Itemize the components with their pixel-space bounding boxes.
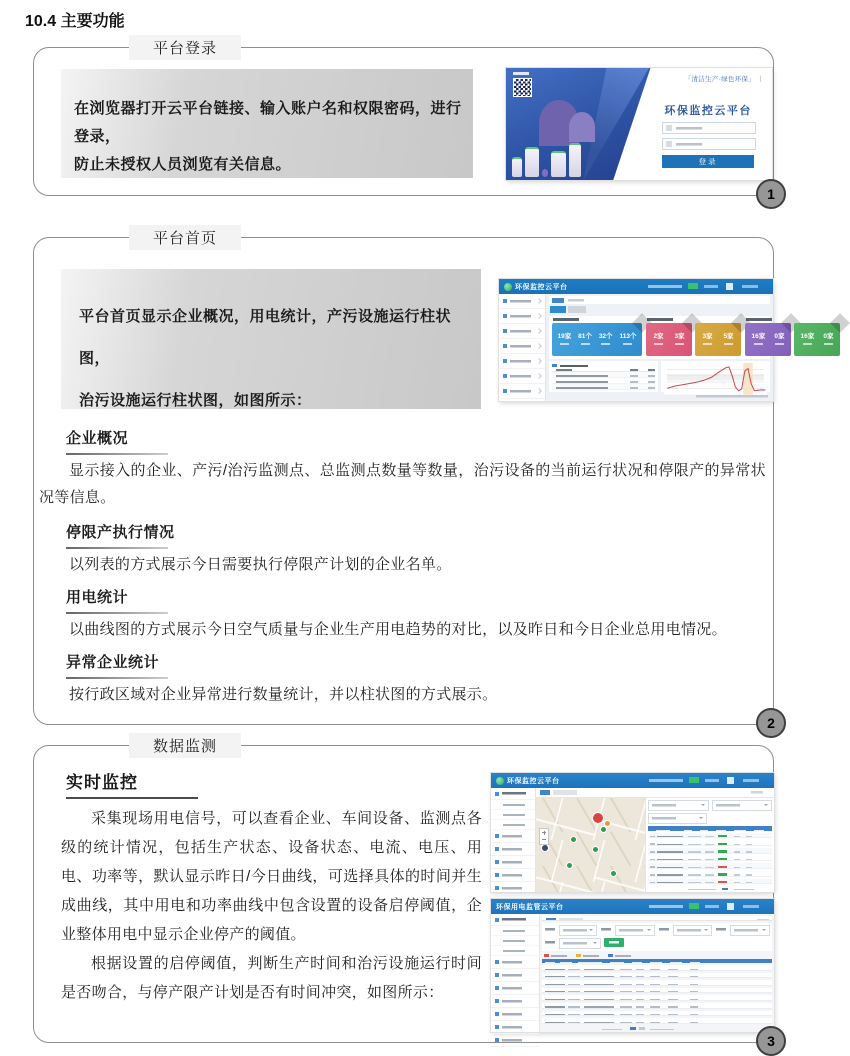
- dashboard-body: [499, 294, 834, 401]
- factory-cylinder: [551, 151, 566, 177]
- filter-label: [715, 925, 727, 934]
- data-table-row[interactable]: [542, 965, 772, 971]
- hero-logo: [513, 72, 529, 75]
- filter-label: [658, 925, 670, 934]
- enterprise-table-row[interactable]: [648, 871, 772, 877]
- stat-value: 3家: [674, 334, 684, 345]
- stat-value: 5家: [723, 334, 733, 345]
- home-description-line1: 平台首页显示企业概况，用电统计，产污设施运行柱状图，: [79, 308, 452, 367]
- limit-stop-stat-card[interactable]: [646, 323, 692, 356]
- stat-value: 3家: [702, 334, 712, 345]
- section-data-monitoring: [33, 738, 775, 1049]
- sidebar-menu-item[interactable]: [499, 369, 545, 384]
- sidebar-menu-item[interactable]: [491, 856, 535, 869]
- page-title: 10.4 主要功能: [25, 13, 125, 30]
- subheading-enterprise-overview: 企业概况: [66, 427, 168, 455]
- table-sidebar: [491, 914, 540, 1032]
- dashboard-main: [546, 294, 834, 401]
- query-button[interactable]: [604, 938, 624, 947]
- query-filter-panel: [542, 923, 772, 951]
- paragraph-enterprise-overview: 显示接入的企业、产污/治污监测点、总监测点数量等数量，治污设备的当前运行状况和停限产的异常状况等信息。: [39, 462, 766, 506]
- map-monitoring-screenshot: [491, 773, 774, 892]
- data-table-row[interactable]: [542, 973, 772, 979]
- map-marker-green[interactable]: [610, 870, 617, 877]
- filter-input[interactable]: [559, 938, 601, 949]
- login-tagline: 「清洁生产·绿色环保」 ｜: [684, 76, 764, 83]
- map-marker-dark[interactable]: [541, 844, 549, 852]
- enterprise-table-row[interactable]: [648, 833, 772, 839]
- sidebar-group-header[interactable]: [491, 788, 535, 800]
- subheading-power-statistics: 用电统计: [66, 586, 168, 614]
- step-badge-2: 2: [756, 708, 786, 738]
- sidebar-sub-item[interactable]: [491, 936, 539, 946]
- region-map[interactable]: [536, 798, 645, 892]
- section-label-home: 平台首页: [129, 225, 241, 250]
- section-label-monitoring: 数据监测: [129, 733, 241, 758]
- factory-cylinder: [512, 157, 522, 177]
- data-table-row[interactable]: [542, 995, 772, 1001]
- factory-cooling-tower: [569, 143, 581, 177]
- date-input[interactable]: [559, 925, 597, 936]
- stat-value: 0家: [823, 334, 833, 345]
- map-marker-red-cluster[interactable]: [592, 812, 604, 824]
- sidebar-menu-item[interactable]: [499, 309, 545, 324]
- login-button[interactable]: 登录: [662, 155, 754, 168]
- login-description-panel: [61, 69, 473, 178]
- factory-cylinder: [525, 147, 538, 177]
- data-table-row[interactable]: [542, 980, 772, 986]
- map-marker-green[interactable]: [600, 826, 607, 833]
- section-label-login: 平台登录: [129, 35, 241, 60]
- map-marker-green[interactable]: [566, 862, 573, 869]
- login-hero-image: [506, 68, 655, 180]
- paragraph-abnormal-statistics: 按行政区域对企业异常进行数量统计，并以柱状图的方式展示。: [69, 686, 498, 703]
- overview-stat-card[interactable]: [552, 323, 642, 356]
- enterprise-table-header: [648, 826, 772, 831]
- dashboard-screenshot: [499, 279, 834, 401]
- stat-value: 32个: [599, 334, 613, 345]
- stat-value: 2家: [653, 334, 663, 345]
- map-screen-title: 环保监控云平台: [507, 777, 560, 785]
- sidebar-sub-item[interactable]: [491, 800, 535, 810]
- sidebar-menu-item[interactable]: [491, 956, 539, 969]
- dashboard-sidebar: [499, 294, 546, 401]
- table-screen-title: 环保用电监管云平台: [496, 903, 564, 911]
- sidebar-menu-item[interactable]: [491, 1008, 539, 1021]
- sidebar-sub-item[interactable]: [491, 810, 535, 820]
- password-input[interactable]: [662, 138, 756, 150]
- map-marker-green[interactable]: [570, 836, 577, 843]
- card-group-production-limit: [646, 318, 741, 356]
- sidebar-menu-item[interactable]: [491, 869, 535, 882]
- topbar-icons[interactable]: [649, 902, 769, 911]
- data-table-row[interactable]: [542, 1011, 772, 1017]
- section-platform-login: [33, 40, 775, 202]
- enterprise-list-panel: [549, 361, 658, 392]
- monitoring-paragraph-1: 采集现场用电信号，可以查看企业、车间设备、监测点各级的统计情况，包括生产状态、设备状态、电流、电压、用电、功率等，默认显示昨日/今日曲线，可选择具体的时间并生成曲线，其中用电和功率曲线中包含设置的设备启停阈值，企业整体用电中显示企业停产的阈值。: [61, 810, 482, 943]
- data-table-screenshot: [491, 899, 774, 1032]
- sidebar-menu-item[interactable]: [499, 324, 545, 339]
- monitoring-paragraph-2: 根据设置的启停阈值，判断生产时间和治污设施运行时间是否吻合，与停产限产计划是否有时间冲突，如图所示：: [61, 955, 482, 1001]
- dashboard-topbar: [499, 279, 773, 294]
- username-input[interactable]: [662, 122, 756, 134]
- card-group-abnormal: [745, 318, 840, 356]
- sidebar-menu-item[interactable]: [491, 995, 539, 1008]
- enterprise-table-row[interactable]: [648, 848, 772, 854]
- stat-value: 81个: [578, 334, 592, 345]
- login-description-line1: 在浏览器打开云平台链接、输入账户名和权限密码，进行登录，: [74, 100, 462, 145]
- map-data-panel: [645, 798, 774, 892]
- table-pagination[interactable]: [542, 1026, 772, 1030]
- enterprise-table-row[interactable]: [648, 863, 772, 869]
- sidebar-sub-item[interactable]: [491, 946, 539, 956]
- dashboard-title: 环保监控云平台: [515, 283, 568, 291]
- sidebar-menu-item[interactable]: [499, 354, 545, 369]
- sidebar-sub-item[interactable]: [491, 820, 535, 830]
- sidebar-menu-item[interactable]: [491, 1034, 539, 1047]
- filter-input[interactable]: [730, 925, 770, 936]
- paragraph-limit-production: 以列表的方式展示今日需要执行停限产计划的企业名单。: [69, 556, 452, 573]
- sidebar-menu-item[interactable]: [491, 969, 539, 982]
- sidebar-menu-item[interactable]: [499, 384, 545, 399]
- power-trend-panel: [661, 361, 770, 392]
- sidebar-menu-item[interactable]: [499, 294, 545, 309]
- map-zoom-control[interactable]: [539, 828, 549, 845]
- dashboard-view-toggle[interactable]: [549, 306, 770, 314]
- sidebar-group-header[interactable]: [491, 914, 539, 926]
- data-table-row[interactable]: [542, 1018, 772, 1024]
- limit-exec-stat-card[interactable]: [695, 323, 741, 356]
- stat-value: 0家: [774, 334, 784, 345]
- platform-logo-icon: [496, 777, 504, 785]
- filter-select[interactable]: [648, 800, 708, 811]
- filter-select[interactable]: [615, 925, 655, 936]
- data-table-header: [542, 959, 772, 963]
- login-screenshot: [506, 68, 772, 180]
- card-group-label: [552, 318, 642, 321]
- sidebar-menu-item[interactable]: [491, 830, 535, 843]
- map-body: [491, 788, 774, 892]
- stat-value: 16家: [801, 334, 815, 345]
- data-table-row[interactable]: [542, 988, 772, 994]
- table-main: [540, 914, 774, 1032]
- table-pagination[interactable]: [648, 886, 772, 890]
- home-description-line2: 治污设施运行柱状图，如图所示：: [79, 392, 312, 409]
- map-tab-strip[interactable]: [536, 788, 774, 798]
- filter-select[interactable]: [712, 800, 772, 811]
- topbar-icons[interactable]: [648, 282, 768, 291]
- table-tab-strip[interactable]: [542, 916, 772, 921]
- map-main: [536, 788, 774, 892]
- stat-value: 16家: [752, 334, 766, 345]
- enterprise-select[interactable]: [673, 925, 713, 936]
- sidebar-menu-item[interactable]: [491, 843, 535, 856]
- subheading-limit-production: 停限产执行情况: [66, 521, 175, 549]
- mini-table-row[interactable]: [552, 384, 655, 390]
- power-trend-line-chart: [664, 363, 767, 395]
- factory-sphere: [542, 169, 548, 177]
- sidebar-menu-item[interactable]: [491, 1021, 539, 1034]
- stat-cards-row: [549, 316, 834, 359]
- login-platform-title: 环保监控云平台: [664, 105, 752, 117]
- sidebar-menu-item[interactable]: [491, 982, 539, 995]
- card-group-overview: [552, 318, 642, 356]
- enterprise-table-row[interactable]: [648, 840, 772, 846]
- section-platform-home: [33, 230, 834, 731]
- dashboard-footer-note: [549, 394, 770, 399]
- login-form-area: [644, 68, 772, 180]
- map-marker-green[interactable]: [592, 846, 599, 853]
- factory-illustration: [512, 143, 581, 177]
- subheading-abnormal-statistics: 异常企业统计: [66, 651, 168, 679]
- topbar-icons[interactable]: [649, 776, 769, 785]
- enterprise-table-row[interactable]: [648, 879, 772, 885]
- paragraph-power-statistics: 以曲线图的方式展示今日空气质量与企业生产用电趋势的对比，以及昨日和今日企业总用电情况。: [69, 621, 727, 638]
- filter-label: [600, 925, 612, 934]
- map-topbar: [491, 773, 774, 788]
- table-topbar: [491, 899, 774, 914]
- filter-label: [544, 938, 556, 947]
- sidebar-menu-item[interactable]: [499, 339, 545, 354]
- platform-logo-icon: [504, 283, 512, 291]
- hero-hill-shape: [569, 112, 595, 142]
- filter-label: [544, 925, 556, 934]
- abnormal-device-stat-card[interactable]: [745, 323, 791, 356]
- qr-code: [513, 78, 532, 97]
- stat-value: 19家: [557, 334, 571, 345]
- realtime-monitoring-heading: 实时监控: [66, 768, 198, 799]
- table-body: [491, 914, 774, 1032]
- step-badge-3: 3: [756, 1026, 786, 1056]
- stat-value: 113个: [619, 334, 636, 345]
- status-legend: [542, 953, 772, 956]
- map-sidebar: [491, 788, 536, 892]
- filter-select[interactable]: [648, 813, 707, 824]
- sidebar-menu-item[interactable]: [491, 882, 535, 895]
- step-badge-1: 1: [756, 179, 786, 209]
- home-description-panel: [61, 269, 481, 409]
- login-description-line2: 防止未授权人员浏览有关信息。: [74, 156, 292, 173]
- dashboard-lower-panels: [549, 361, 770, 392]
- data-table-row[interactable]: [542, 1003, 772, 1009]
- dashboard-tab-strip[interactable]: [549, 296, 770, 304]
- abnormal-enterprise-stat-card[interactable]: [794, 323, 840, 356]
- enterprise-table-row[interactable]: [648, 856, 772, 862]
- sidebar-sub-item[interactable]: [491, 926, 539, 936]
